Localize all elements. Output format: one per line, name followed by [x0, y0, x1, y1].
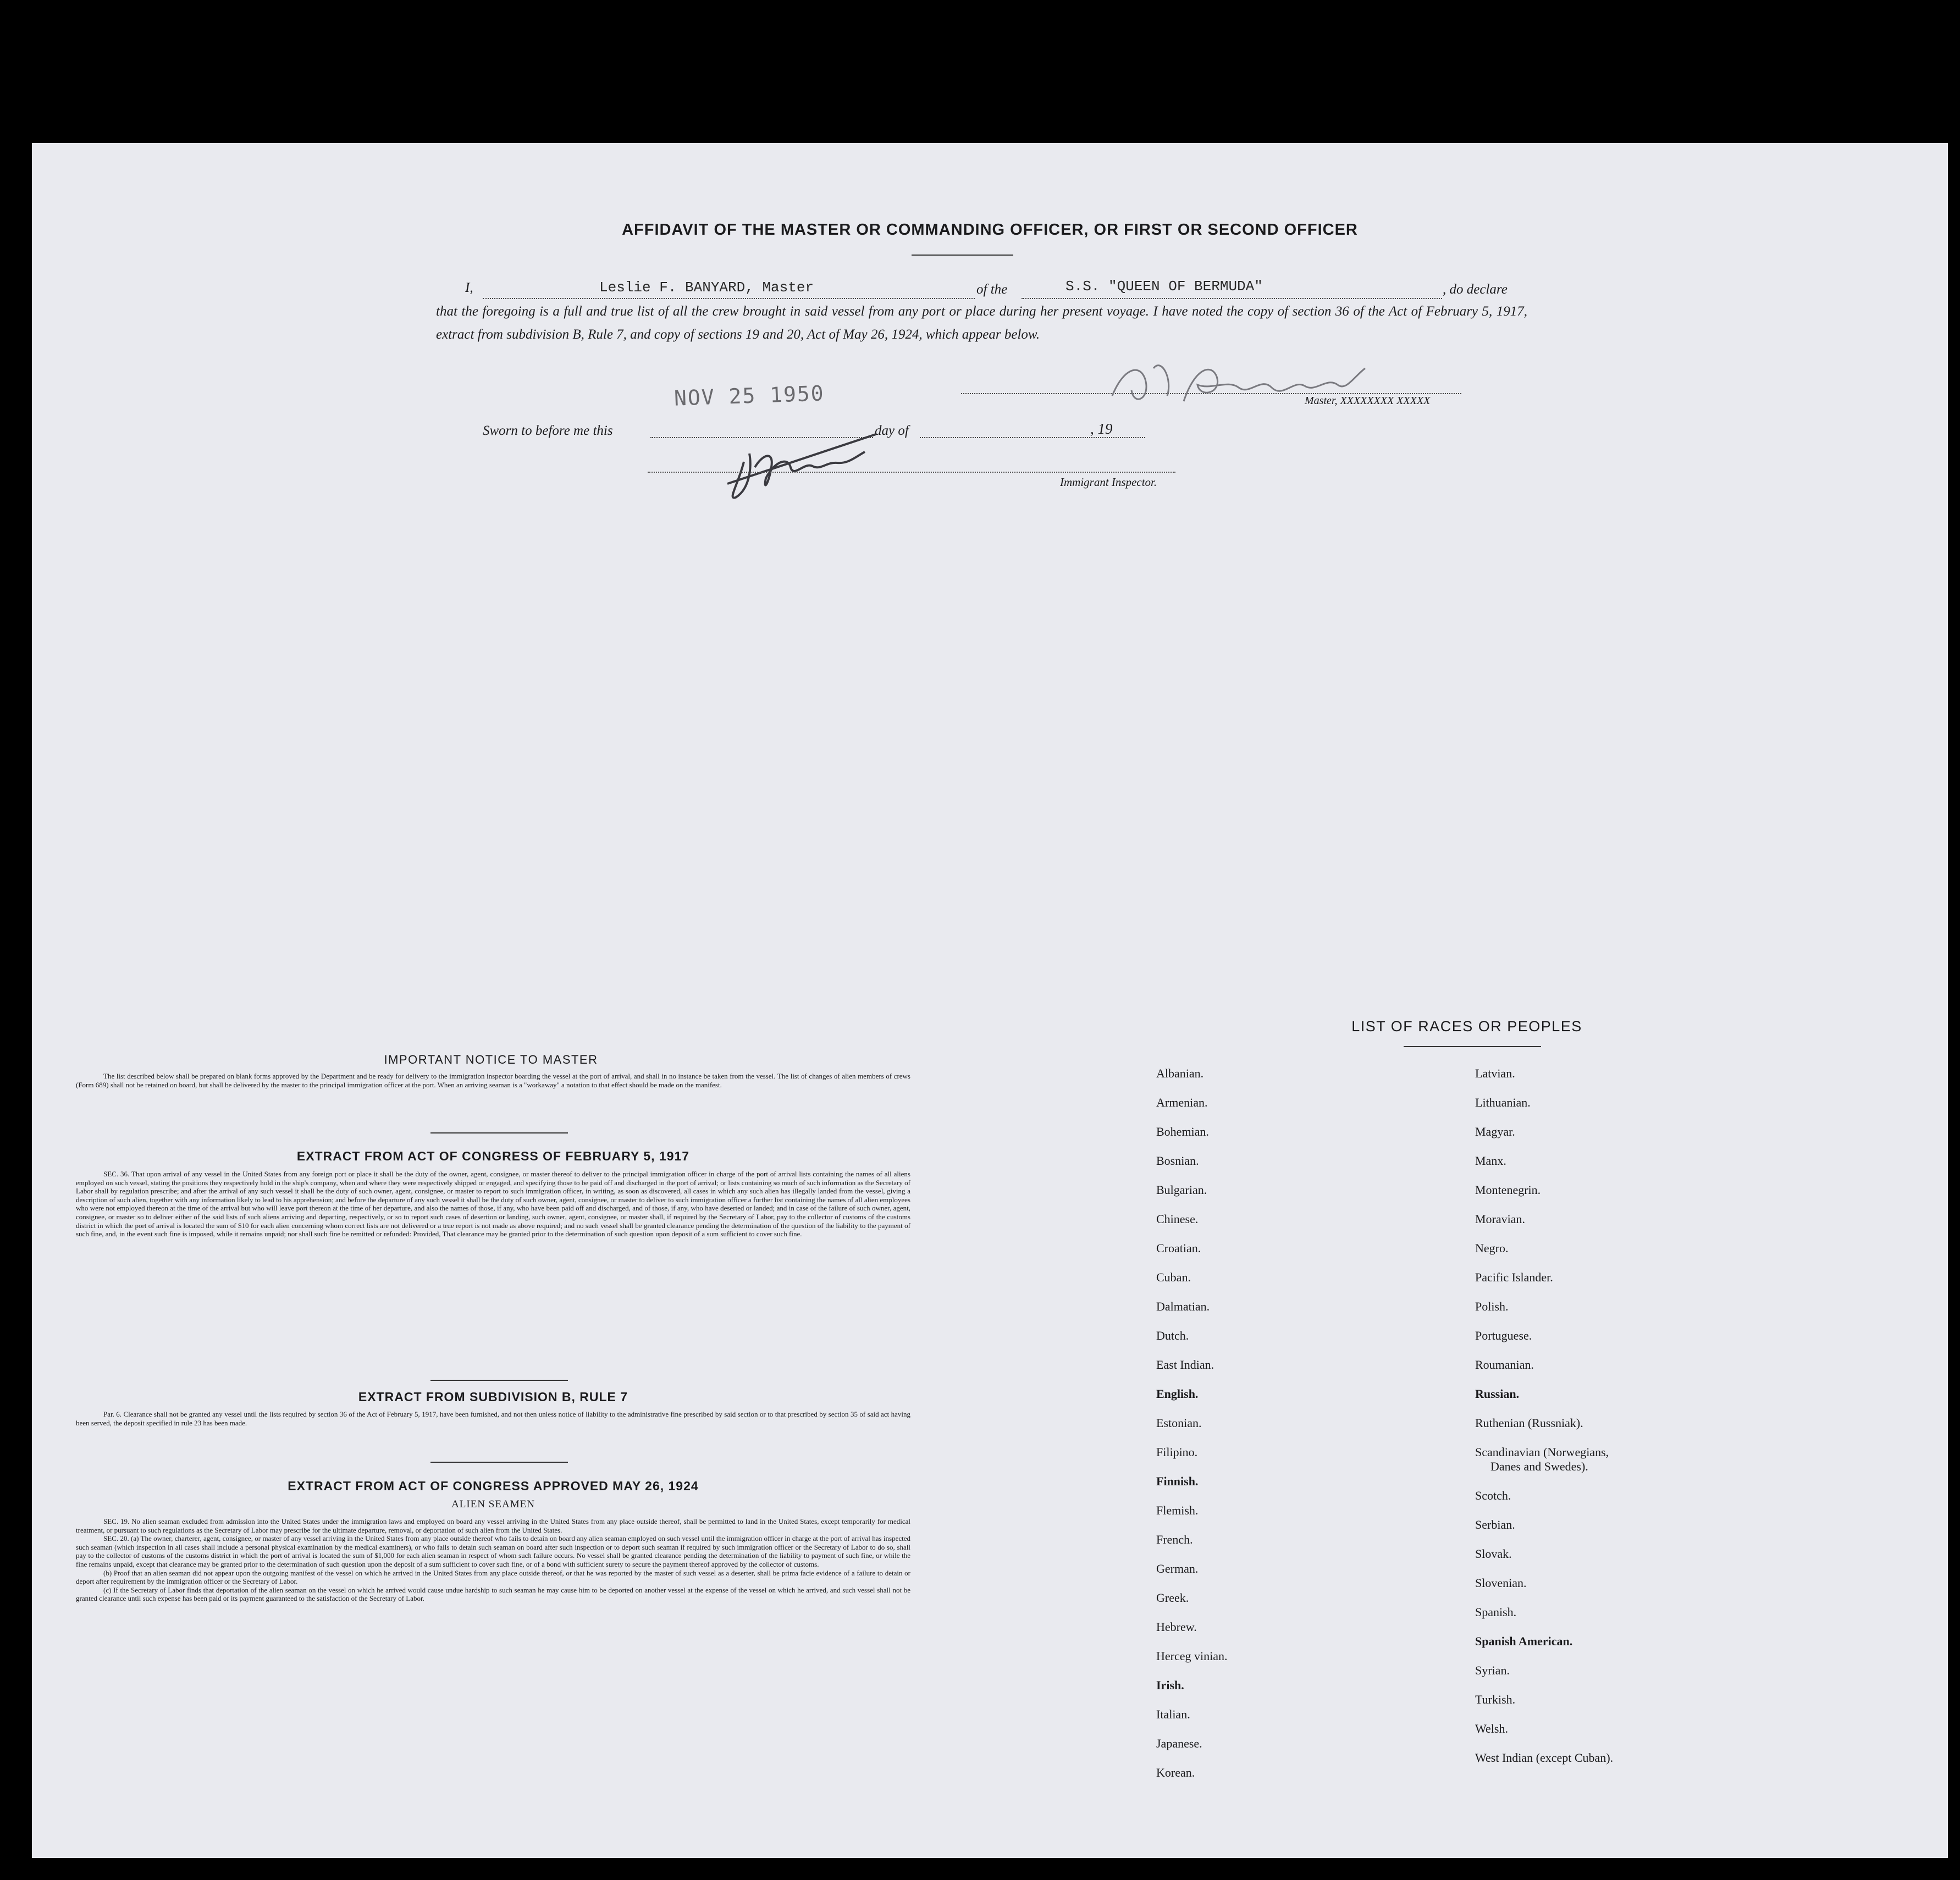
divider	[1404, 1046, 1541, 1047]
race-item: Greek.	[1156, 1591, 1189, 1605]
divider	[430, 1132, 568, 1133]
affidavit-i-label: I,	[465, 280, 473, 295]
race-item: Negro.	[1475, 1241, 1509, 1255]
race-item: Spanish.	[1475, 1605, 1517, 1619]
sworn-label: Sworn to before me this	[483, 423, 613, 438]
sec-20a-text: SEC. 20. (a) The owner, charterer, agent, consignee, or master of any vessel arriving in the United States from any place outside thereof who fails to detain on board any alien seaman employed on such vessel until the immigration officer in charge at the port of arrival has inspected such seaman (which inspection in all cases shall include a personal physical examination by the medical examiners), or who fails to detain such seaman on board after such inspection or to deport such seaman if required by such immigration officer or the Secretary of Labor to do so, shall pay to the collector of customs of the customs district in which the port of arrival is located the sum of $1,000 for each alien seaman in respect of whom such failure occurs. No vessel shall be granted clearance pending the determination of the liability to payment of such fine, or while the fine remains unpaid, except that clearance may be granted prior to the determination of such question upon the deposit of a sum sufficient to cover such fine, or of a bond with sufficient surety to secure the payment thereof approved by the collector of customs.	[76, 1534, 910, 1568]
extract-1917-title: EXTRACT FROM ACT OF CONGRESS OF FEBRUARY 5, 1917	[296, 1149, 690, 1163]
extract-1924-body	[76, 1517, 910, 1603]
date-stamp: NOV 25 1950	[673, 381, 825, 411]
race-item: West Indian (except Cuban).	[1475, 1751, 1614, 1765]
race-item: Montenegrin.	[1475, 1183, 1541, 1197]
race-item: Irish.	[1156, 1678, 1184, 1692]
race-item: Turkish.	[1475, 1693, 1516, 1706]
race-item-continued: Danes and Swedes).	[1490, 1459, 1588, 1473]
inspector-caption: Immigrant Inspector.	[1060, 475, 1157, 489]
extract-1924-subtitle: ALIEN SEAMEN	[451, 1499, 535, 1510]
race-item: Russian.	[1475, 1387, 1520, 1401]
race-item: Welsh.	[1475, 1722, 1508, 1735]
sec-20c-text: (c) If the Secretary of Labor finds that deportation of the alien seaman on the vessel on which he arrived would cause undue hardship to such seaman he may cause him to be deported on another vessel at the expense of the vessel on which he arrived, and such vessel shall not be granted clearance until such expense has been paid or its payment guaranteed to the satisfaction of the Secretary of Labor.	[76, 1585, 910, 1603]
race-item: German.	[1156, 1562, 1199, 1575]
affidavit-title: AFFIDAVIT OF THE MASTER OR COMMANDING OFFICER, OR FIRST OR SECOND OFFICER	[622, 221, 1358, 239]
sec-20b-text: (b) Proof that an alien seaman did not appear upon the outgoing manifest of the vessel on which he arrived in the United States from any place outside thereof, or that he was reported by the master of such vessel as a deserter, shall be prima facie evidence of a failure to detain or deport after requirement by the immigration officer or the Secretary of Labor.	[76, 1568, 910, 1586]
master-name: Leslie F. BANYARD, Master	[599, 279, 814, 296]
race-item: Estonian.	[1156, 1416, 1202, 1430]
race-item: Finnish.	[1156, 1474, 1199, 1488]
affidavit-body	[436, 300, 1527, 346]
race-item: Moravian.	[1475, 1212, 1526, 1226]
race-item: Polish.	[1475, 1300, 1509, 1313]
race-item: Lithuanian.	[1475, 1096, 1531, 1109]
affidavit-body-text: that the foregoing is a full and true list of all the crew brought in said vessel from any port or place during her present voyage. I have noted the copy of section 36 of the Act of February 5, 1917, extract from subdivision B, Rule 7, and copy of sections 19 and 20, Act of May 26, 1924, which appear below.	[436, 304, 1527, 342]
race-item: Cuban.	[1156, 1270, 1191, 1284]
race-item: Magyar.	[1475, 1125, 1515, 1138]
race-item: Ruthenian (Russniak).	[1475, 1416, 1583, 1430]
divider	[430, 1380, 568, 1381]
race-item: Filipino.	[1156, 1445, 1198, 1459]
race-item: Scotch.	[1475, 1489, 1511, 1502]
race-item: Albanian.	[1156, 1066, 1204, 1080]
sec-19-text: SEC. 19. No alien seaman excluded from admission into the United States under the immigration laws and employed on board any vessel arriving in the United States from any place outside thereof, shall be permitted to land in the United States, except temporarily for medical treatment, or pursuant to such regulations as the Secretary of Labor may prescribe for the ultimate departure, removal, or deportation of such alien from the United States.	[76, 1517, 910, 1534]
notice-title: IMPORTANT NOTICE TO MASTER	[384, 1053, 598, 1066]
race-item: Latvian.	[1475, 1066, 1515, 1080]
year-label: , 19	[1090, 421, 1113, 437]
race-item: Italian.	[1156, 1707, 1190, 1721]
extract-1917-body: SEC. 36. That upon arrival of any vessel in the United States from any foreign port or place it shall be the duty of the owner, agent, consignee, or master thereof to deliver to the principal immigration officer in charge of the port of arrival lists containing the names of all aliens employed on such vessel, stating the positions they respectively hold in the ship's company, when and where they were respectively shipped or engaged, and specifying those to be paid off and discharged in the port of arrival; or lists containing so much of such information as the Secretary of Labor shall by regulation prescribe; and after the arrival of any such vessel it shall be the duty of such owner, agent, consignee, or master to report to such immigration officer, in writing, as soon as discovered, all cases in which any such alien has illegally landed from the vessel, giving a description of such alien, together with any information likely to lead to his apprehension; and before the departure of any such vessel it shall be the duty of such owner, agent, consignee, or master to deliver to such immigration officer a further list containing the names of all alien employees who were not employed thereon at the time of the arrival but who will leave port thereon at the time of her departure, and also the names of those, if any, who have been paid off and discharged, and of those, if any, who have deserted or landed; and in case of the failure of such owner, agent, consignee, or master so to deliver either of the said lists of such aliens arriving and departing, respectively, or so to report such cases of desertion or landing, such owner, agent, consignee, or master shall, if required by the Secretary of Labor, pay to the collector of customs of the customs district in which the port of arrival is located the sum of $10 for each alien concerning whom correct lists are not delivered or a true report is not made as above required; and no such vessel shall be granted clearance pending the determination of the question of the liability to the payment of such fine, and, in the event such fine is imposed, while it remains unpaid; nor shall such fine be remitted or refunded: Provided, That clearance may be granted prior to the determination of such question upon deposit of a sum sufficient to cover such fine.	[76, 1170, 910, 1238]
race-item: Bohemian.	[1156, 1125, 1209, 1138]
race-item: Pacific Islander.	[1475, 1270, 1553, 1284]
race-item: Serbian.	[1475, 1518, 1515, 1531]
master-signature-caption: Master, XXXXXXXX XXXXX	[1305, 395, 1431, 407]
races-column-1	[1156, 1066, 1228, 1795]
day-of-label: day of	[875, 423, 909, 438]
of-the-label: of the	[976, 282, 1008, 297]
race-item: Slovenian.	[1475, 1576, 1527, 1590]
vessel-name: S.S. "QUEEN OF BERMUDA"	[1065, 278, 1263, 295]
vessel-line	[1022, 298, 1442, 299]
do-declare-label: , do declare	[1443, 282, 1508, 297]
inspector-signature	[711, 401, 909, 511]
race-item: Manx.	[1475, 1154, 1506, 1168]
race-item: Bulgarian.	[1156, 1183, 1207, 1197]
race-item: English.	[1156, 1387, 1199, 1401]
race-item: Hebrew.	[1156, 1620, 1197, 1634]
race-item: French.	[1156, 1533, 1193, 1546]
divider	[430, 1462, 568, 1463]
race-item: Portuguese.	[1475, 1329, 1532, 1342]
race-item: Bosnian.	[1156, 1154, 1199, 1168]
race-item: Roumanian.	[1475, 1358, 1534, 1372]
extract-rule7-body: Par. 6. Clearance shall not be granted any vessel until the lists required by section 36 of the Act of February 5, 1917, have been furnished, and not then unless notice of liability to the administrative fine prescribed by said section or to that prescribed by section 35 of said act having been served, the deposit specified in rule 23 has been made.	[76, 1410, 910, 1427]
races-column-2	[1475, 1066, 1613, 1780]
race-item: Syrian.	[1475, 1663, 1510, 1677]
race-item: Japanese.	[1156, 1737, 1202, 1750]
name-line	[483, 298, 975, 299]
inspector-signature-line	[648, 472, 1175, 473]
notice-body: The list described below shall be prepared on blank forms approved by the Department and be ready for delivery to the immigration inspector boarding the vessel at the port of arrival, and shall in no instance be taken from the vessel. The list of changes of alien members of crews (Form 689) shall not be retained on board, but shall be delivered by the master to the principal immigration officer at the port. When an arriving seaman is a "workaway" a notation to that effect should be made on the manifest.	[76, 1072, 910, 1089]
race-item: East Indian.	[1156, 1358, 1214, 1372]
race-item: Dutch.	[1156, 1329, 1189, 1342]
divider	[912, 255, 1013, 256]
races-title: LIST OF RACES OR PEOPLES	[1351, 1018, 1582, 1035]
race-item: Chinese.	[1156, 1212, 1199, 1226]
race-item: Korean.	[1156, 1766, 1195, 1779]
document-page	[32, 143, 1948, 1858]
race-item: Dalmatian.	[1156, 1300, 1210, 1313]
race-item: Scandinavian (Norwegians,	[1475, 1445, 1609, 1459]
race-item: Armenian.	[1156, 1096, 1208, 1109]
race-item: Flemish.	[1156, 1503, 1199, 1517]
race-item: Herceg vinian.	[1156, 1649, 1228, 1663]
race-item: Spanish American.	[1475, 1634, 1573, 1648]
race-item: Slovak.	[1475, 1547, 1512, 1561]
race-item: Croatian.	[1156, 1241, 1201, 1255]
master-signature	[1101, 346, 1376, 423]
extract-rule7-title: EXTRACT FROM SUBDIVISION B, RULE 7	[358, 1390, 628, 1404]
extract-1924-title: EXTRACT FROM ACT OF CONGRESS APPROVED MAY 26, 1924	[288, 1479, 699, 1493]
